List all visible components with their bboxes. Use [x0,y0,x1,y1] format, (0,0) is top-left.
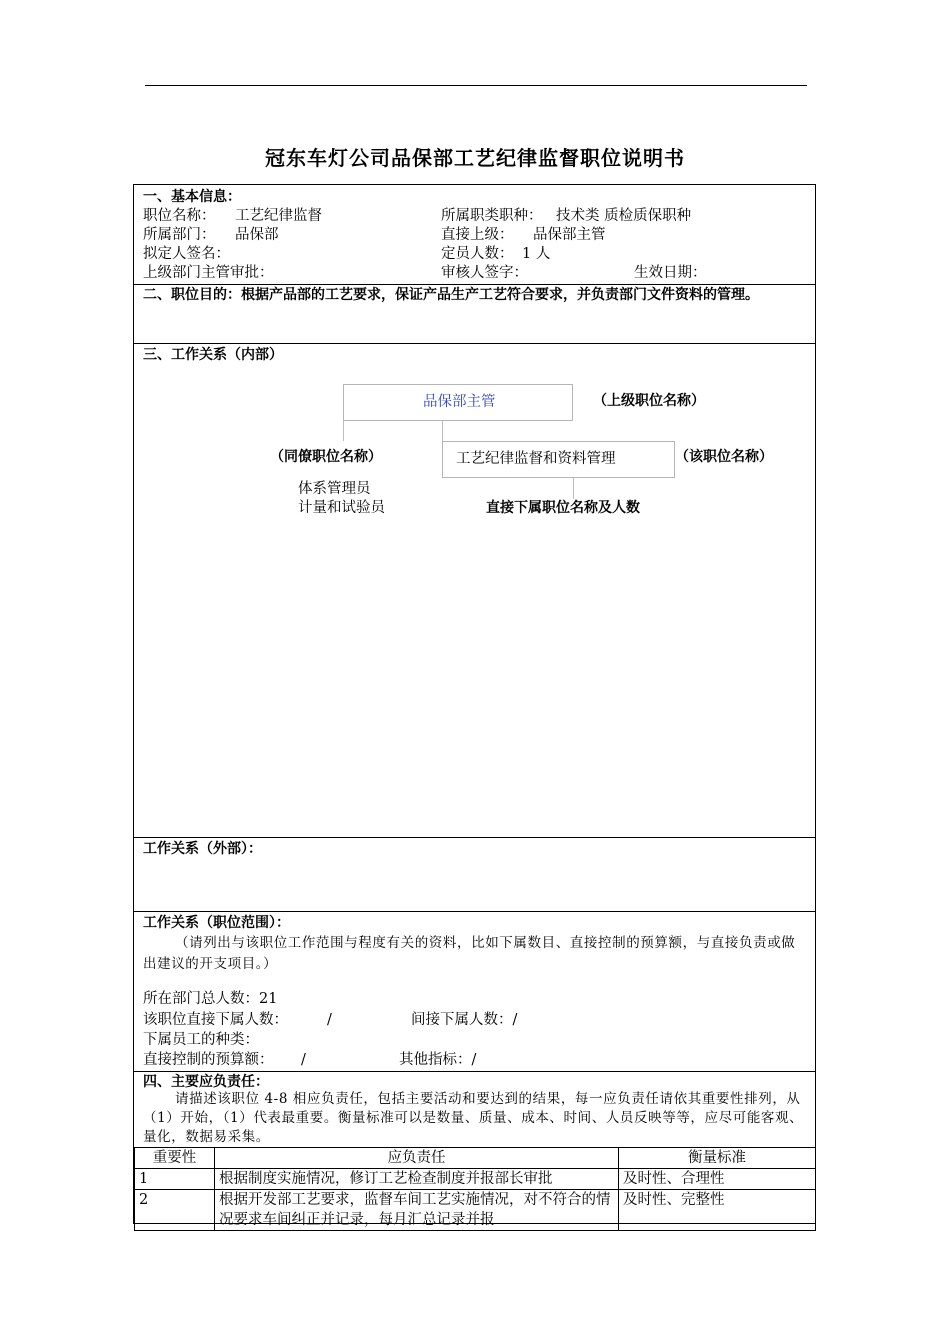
duty-rank: 1 [135,1169,215,1190]
budget-value: / [301,1052,306,1068]
headcount-label: 定员人数： [441,246,514,262]
org-connector [343,421,344,441]
job-description-form [133,184,816,1228]
column-header-responsibility: 应负责任 [215,1148,619,1169]
department-total: 所在部门总人数：21 [143,991,278,1007]
self-position-name: 工艺纪律监督和资料管理 [456,451,616,467]
headcount-value: 1 人 [522,246,551,262]
section-divider [134,911,815,912]
superior-position-tag: （上级职位名称） [593,393,705,409]
direct-subordinates-value: / [327,1012,332,1028]
self-position-tag: （该职位名称） [675,449,773,465]
job-category-value: 技术类 质检质保职种 [556,208,692,224]
org-connector [442,421,443,442]
approver-label: 上级部门主管审批： [143,265,274,281]
self-position-box [442,441,675,478]
duty-rank: 2 [135,1190,215,1231]
internal-relations-heading: 三、工作关系（内部） [143,347,283,363]
table-row [135,1190,816,1231]
section-divider [134,284,815,285]
reviewer-signature-label: 审核人签字： [441,265,528,281]
section-divider [134,837,815,838]
department-label: 所属部门： [143,227,216,243]
peer-position-1: 体系管理员 [298,481,371,497]
basic-info-heading: 一、基本信息： [143,189,241,205]
position-name-label: 职位名称： [143,208,216,224]
drafter-signature-label: 拟定人签名： [143,246,230,262]
position-purpose: 二、职位目的：根据产品部的工艺要求，保证产品生产工艺符合要求，并负责部门文件资料的管理。 [143,287,759,303]
external-relations-heading: 工作关系（外部）： [143,841,262,857]
duties-table [134,1147,816,1231]
duties-instruction: 请描述该职位 4-8 相应负责任，包括主要活动和要达到的结果，每一应负责任请依其重要性排列，从（1）开始，（1）代表最重要。衡量标准可以是数量、质量、成本、时间、人员反映等等，应尽可能客观、量化，数据易采集。 [143,1091,804,1145]
column-header-importance: 重要性 [135,1148,215,1169]
peer-position-2: 计量和试验员 [298,500,385,516]
superior-position-name: 品保部主管 [423,394,496,410]
subordinate-tag: 直接下属职位名称及人数 [486,500,640,516]
duty-text: 根据开发部工艺要求，监督车间工艺实施情况，对不符合的情况要求车间纠正并记录，每月汇总记录并报 [215,1190,619,1231]
duty-measure: 及时性、完整性 [619,1190,816,1231]
section-divider [134,343,815,344]
effective-date-label: 生效日期： [634,265,707,281]
superior-position-box [343,384,573,421]
duties-heading: 四、主要应负责任： [143,1074,269,1090]
budget-label: 直接控制的预算额： [143,1052,274,1068]
other-indicators: 其他指标：/ [399,1052,477,1068]
position-name-value: 工艺纪律监督 [235,208,322,224]
peer-position-tag: （同僚职位名称） [270,449,382,465]
job-category-label: 所属职类职种： [441,208,543,224]
org-connector [573,478,574,499]
subordinate-types: 下属员工的种类： [143,1032,259,1048]
department-value: 品保部 [235,227,279,243]
document-title: 冠东车灯公司品保部工艺纪律监督职位说明书 [265,146,685,170]
table-header-row [135,1148,816,1169]
scope-heading: 工作关系（职位范围）： [143,915,290,931]
duty-measure: 及时性、合理性 [619,1169,816,1190]
column-header-measure: 衡量标准 [619,1148,816,1169]
section-divider [134,1071,815,1072]
indirect-subordinates: 间接下属人数：/ [411,1012,518,1028]
direct-superior-value: 品保部主管 [533,227,606,243]
scope-instruction: （请列出与该职位工作范围与程度有关的资料，比如下属数目、直接控制的预算额，与直接负责或做出建议的开支项目。） [143,935,796,972]
duty-text: 根据制度实施情况，修订工艺检查制度并报部长审批 [215,1169,619,1190]
table-row [135,1169,816,1190]
header-rule [145,85,807,86]
direct-superior-label: 直接上级： [441,227,514,243]
direct-subordinates-label: 该职位直接下属人数： [143,1012,288,1028]
